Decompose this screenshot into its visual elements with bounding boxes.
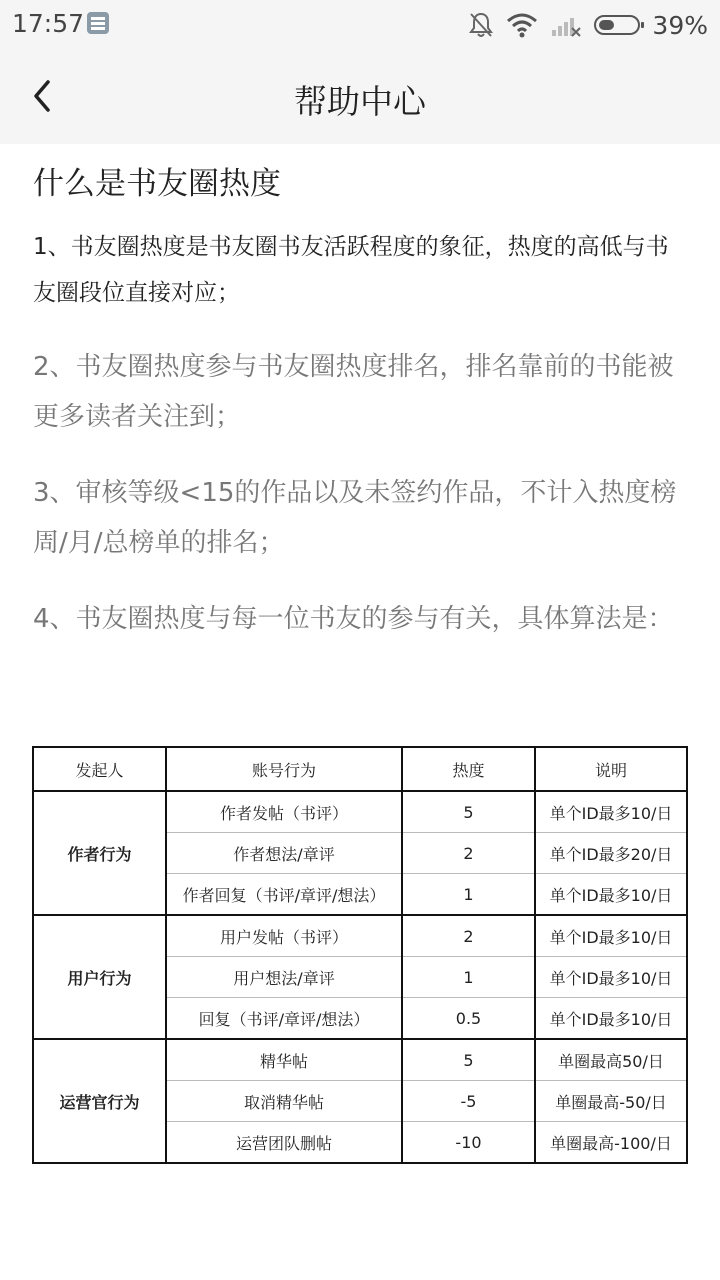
cell-heat: 1: [402, 874, 535, 916]
header-heat: 热度: [402, 747, 535, 791]
mute-bell-icon: [468, 11, 494, 39]
battery-icon: [594, 15, 640, 35]
table-row: [33, 791, 687, 833]
cell-action: 作者回复（书评/章评/想法）: [166, 874, 402, 916]
cell-heat: 0.5: [402, 998, 535, 1040]
article-paragraph-4: 4、书友圈热度与每一位书友的参与有关，具体算法是：: [33, 604, 674, 634]
cell-action: 取消精华帖: [166, 1081, 402, 1122]
group-label: 运营官行为: [33, 1039, 166, 1163]
cell-heat: -10: [402, 1122, 535, 1164]
cell-action: 精华帖: [166, 1039, 402, 1081]
article-paragraph-2: 2、书友圈热度参与书友圈热度排名，排名靠前的书能被更多读者关注到；: [33, 352, 674, 432]
article-paragraph-1: 1、书友圈热度是书友圈书友活跃程度的象征，热度的高低与书友圈段位直接对应；: [33, 234, 669, 306]
cell-note: 单个ID最多20/日: [535, 833, 687, 874]
header-action: 账号行为: [166, 747, 402, 791]
article-paragraph-3: 3、审核等级<15的作品以及未签约作品，不计入热度榜周/月/总榜单的排名；: [33, 478, 677, 558]
cell-note: 单个ID最多10/日: [535, 957, 687, 998]
article: [33, 144, 688, 644]
table-row: [33, 915, 687, 957]
cell-heat: 5: [402, 1039, 535, 1081]
cell-heat: 5: [402, 791, 535, 833]
heat-rules-table: [32, 746, 688, 1164]
wifi-icon: [506, 12, 538, 38]
table-header-row: [33, 747, 687, 791]
cell-heat: -5: [402, 1081, 535, 1122]
app-notification-icon: [87, 12, 109, 34]
app-bar: [0, 50, 720, 144]
cell-note: 单圈最高-100/日: [535, 1122, 687, 1164]
cell-note: 单个ID最多10/日: [535, 915, 687, 957]
header-initiator: 发起人: [33, 747, 166, 791]
cell-action: 作者发帖（书评）: [166, 791, 402, 833]
cell-heat: 2: [402, 915, 535, 957]
header-note: 说明: [535, 747, 687, 791]
status-icons: [468, 8, 708, 42]
cell-action: 用户想法/章评: [166, 957, 402, 998]
no-signal-icon: [550, 12, 582, 38]
cell-heat: 2: [402, 833, 535, 874]
cell-note: 单个ID最多10/日: [535, 998, 687, 1040]
cell-heat: 1: [402, 957, 535, 998]
cell-action: 作者想法/章评: [166, 833, 402, 874]
page-title: 帮助中心: [294, 82, 426, 121]
heat-rules-table-wrapper: [32, 746, 687, 1164]
cell-note: 单个ID最多10/日: [535, 874, 687, 916]
cell-note: 单个ID最多10/日: [535, 791, 687, 833]
cell-action: 运营团队删帖: [166, 1122, 402, 1164]
group-label: 用户行为: [33, 915, 166, 1039]
cell-action: 用户发帖（书评）: [166, 915, 402, 957]
status-time: 17:57: [12, 9, 85, 38]
table-row: [33, 1039, 687, 1081]
cell-note: 单圈最高-50/日: [535, 1081, 687, 1122]
cell-note: 单圈最高50/日: [535, 1039, 687, 1081]
cell-action: 回复（书评/章评/想法）: [166, 998, 402, 1040]
battery-percent: 39%: [652, 10, 708, 40]
status-bar: [0, 0, 720, 50]
group-label: 作者行为: [33, 791, 166, 915]
article-heading: 什么是书友圈热度: [33, 166, 281, 202]
